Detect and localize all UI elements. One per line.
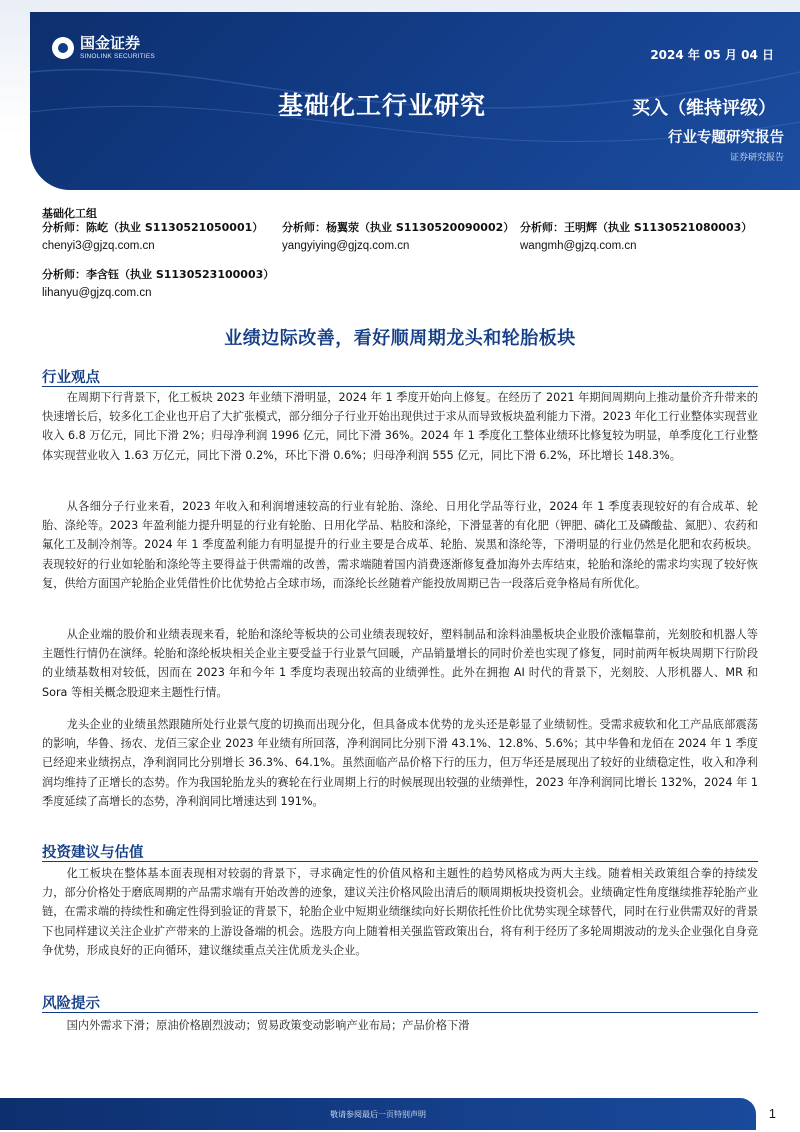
analyst-name: 分析师：杨翼荥（执业 S1130520090002） — [282, 221, 515, 234]
analyst-card — [520, 219, 752, 255]
paragraph: 国内外需求下滑；原油价格剧烈波动；贸易政策变动影响产业布局；产品价格下滑 — [66, 1019, 470, 1032]
report-type: 行业专题研究报告 — [668, 130, 784, 146]
section-title-view: 行业观点 — [42, 370, 100, 386]
paragraph: 化工板块在整体基本面表现相对较弱的背景下，寻求确定性的价值风格和主题性的趋势风格成为两大主线。随着相关政策组合拳的持续发力，部分价格处于磨底周期的产品需求端有开始改善的迹象，建议关注价格风险出清后的顺周期板块投资机会。业绩确定性角度继续推荐轮胎产业链，在需求端的持续性和确定性得到验证的背景下，轮胎企业中短期业绩继续向好长期依托性价比优势实现全球替代，同时在行业供需双好的背景下也同样建议关注企业扩产带来的上游设备端的机会。选股方向上随着相关强监管政策出台，将有利于经历了多轮周期波动的龙头企业强化自身竞争优势，形成良好的正向循环，建议继续重点关注优质龙头企业。 — [42, 867, 759, 957]
report-title: 基础化工行业研究 — [278, 91, 487, 120]
analyst-card — [42, 266, 274, 302]
report-date: 2024 年 05 月 04 日 — [650, 48, 774, 62]
page-number: 1 — [768, 1106, 776, 1121]
report-headline: 业绩边际改善，看好顺周期龙头和轮胎板块 — [224, 328, 576, 349]
section-title-risk: 风险提示 — [42, 996, 100, 1012]
paragraph: 在周期下行背景下，化工板块 2023 年业绩下滑明显，2024 年 1 季度开始向上修复。在经历了 2021 年期间周期向上推动量价齐升带来的快速增长后，较多化工企业也开启了大扩张模式，部分细分子行业开始出现供过于求从而导致板块盈利能力下滑。2023 年化工行业整体实现营业收入 6.8 万亿元，同比下滑 2%；归母净利润 1996 亿元，同比下滑 36%。2024 年 1 季度化工整体业绩环比修复较为明显，单季度化工行业整体实现营业收入 1.63 万亿元，同比下滑 0.2%，环比下滑 0.6%；归母净利润 555 亿元，同比下滑 6.2%，环比增长 148.3%。 — [42, 391, 758, 462]
company-logo — [52, 34, 155, 62]
paragraph: 龙头企业的业绩虽然跟随所处行业景气度的切换而出现分化，但具备成本优势的龙头还是彰显了业绩韧性。受需求疲软和化工产品底部震荡的影响，华鲁、扬农、龙佰三家企业 2023 年业绩有所回落，净利润同比分别下滑 43.1%、12.8%、5.6%；其中华鲁和龙佰在 2024 年 1 季度已经迎来业绩拐点，净利润同比分别增长 36.3%、64.1%。虽然面临产品价格下行的压力，但万华还是展现出了较好的业绩稳定性，收入和净利润均维持了正增长的态势。作为我国轮胎龙头的赛轮在行业周期上行的时候展现出较强的业绩弹性，2023 年净利润同比增长 132%，2024 年 1 季度延续了高增长的态势，净利润同比增速达到 191%。 — [42, 718, 758, 808]
analyst-card — [42, 219, 263, 255]
section-divider — [42, 861, 758, 862]
analyst-card — [282, 219, 514, 255]
logo-mark-icon — [52, 37, 74, 59]
section-divider — [42, 1012, 758, 1013]
logo-name-en: SINOLINK SECURITIES — [80, 52, 155, 60]
section-title-invest: 投资建议与估值 — [42, 845, 144, 861]
analyst-group: 基础化工组 — [42, 207, 97, 220]
footer-disclaimer[interactable]: 敬请参阅最后一页特别声明 — [330, 1110, 426, 1119]
analyst-name: 分析师：王明辉（执业 S1130521080003） — [520, 221, 753, 234]
analyst-email[interactable]: lihanyu@gjzq.com.cn — [42, 287, 152, 299]
analyst-email[interactable]: chenyi3@gjzq.com.cn — [42, 240, 155, 252]
analyst-name: 分析师：李含钰（执业 S1130523100003） — [42, 268, 275, 281]
analyst-name: 分析师：陈屹（执业 S1130521050001） — [42, 221, 264, 234]
paragraph: 从企业端的股价和业绩表现来看，轮胎和涤纶等板块的公司业绩表现较好，塑料制品和涂料油墨板块企业股价涨幅靠前，光刻胶和机器人等主题性行情仍在演绎。轮胎和涤纶板块相关企业主要受益于行业景气回暖，产品销量增长的同时价差也实现了修复，同时前两年板块周期下行阶段的业绩基数相对较低，因而在 2023 年和今年 1 季度均表现出较高的业绩弹性。此外在拥抱 AI 时代的背景下，光刻胶、人形机器人、MR 和 Sora 等相关概念股迎来主题性行情。 — [42, 628, 759, 699]
investment-rating: 买入（维持评级） — [632, 98, 776, 119]
report-category: 证券研究报告 — [729, 153, 784, 163]
logo-name-cn: 国金证券 — [80, 33, 141, 52]
section-divider — [42, 386, 758, 387]
analyst-email[interactable]: wangmh@gjzq.com.cn — [520, 240, 637, 252]
paragraph: 从各细分子行业来看，2023 年收入和利润增速较高的行业有轮胎、涤纶、日用化学品等行业，2024 年 1 季度表现较好的有合成革、轮胎、涤纶等。2023 年盈利能力提升明显的行业有轮胎、日用化学品、粘胶和涤纶，下滑显著的有化肥（钾肥、磷化工及磷酸盐、氮肥）、农药和氟化工及制冷剂等。2024 年 1 季度盈利能力有明显提升的行业主要是合成革、轮胎、炭黑和涤纶等，下滑明显的行业仍然是化肥和农药板块。表现较好的行业如轮胎和涤纶等主要得益于供需端的改善，需求端随着国内消费逐渐修复叠加海外去库结束，轮胎和涤纶的需求均实现了较好恢复，供给方面国产轮胎企业凭借性价比优势抢占全球市场，而涤纶长丝随着产能投放周期已告一段落后竞争格局有所优化。 — [42, 500, 758, 590]
analyst-email[interactable]: yangyiying@gjzq.com.cn — [282, 240, 410, 252]
